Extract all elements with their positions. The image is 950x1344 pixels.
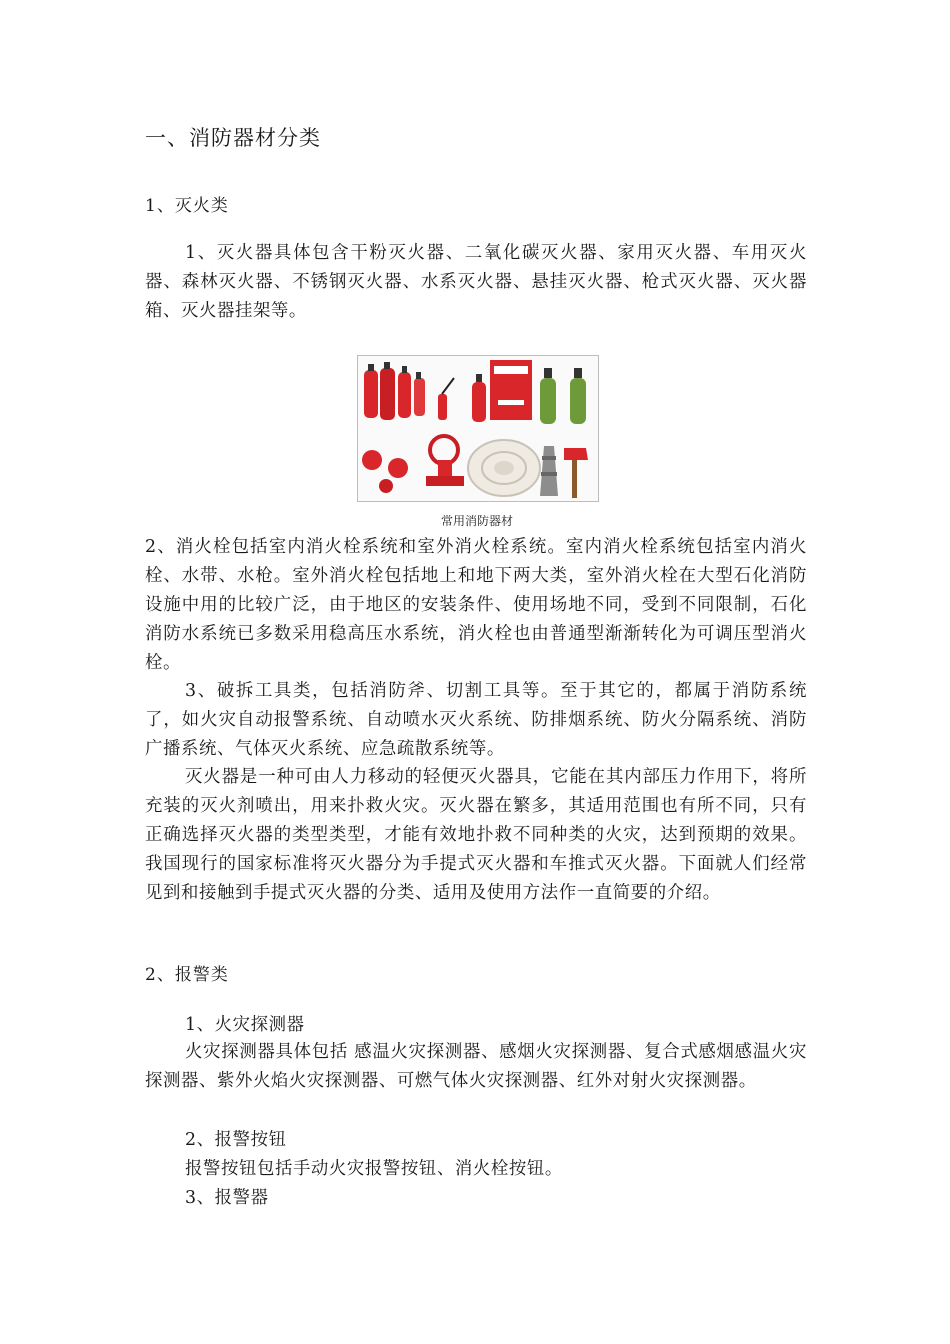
section-title-extinguishing: 1、灭火类 [145, 196, 229, 216]
paragraph-extinguisher-intro: 灭火器是一种可由人力移动的轻便灭火器具，它能在其内部压力作用下，将所充装的灭火剂喷出，用来扑救火灾。灭火器在繁多，其适用范围也有所不同，只有正确选择灭火器的类型类型，才能有效地扑救不同种类的火灾，达到预期的效果。我国现行的国家标准将灭火器分为手提式灭火器和车推式灭火器。下面就人们经常见到和接触到手提式灭火器的分类、适用及使用方法作一直简要的介绍。 [145, 767, 807, 903]
fire-nozzle-icon [540, 446, 558, 496]
paragraph-hydrants: 2、消火栓包括室内消火栓系统和室外消火栓系统。室内消火栓系统包括室内消火栓、水带、水枪。室外消火栓包括地上和地下两大类，室外消火栓在大型石化消防设施中用的比较广泛，由于地区的安装条件、使用场地不同，受到不同限制，石化消防水系统已多数采用稳高压水系统，消火栓也由普通型渐渐转化为可调压型消火栓。 [145, 537, 807, 673]
paragraph-alarm-buttons: 报警按钮包括手动火灾报警按钮、消火栓按钮。 [185, 1159, 563, 1179]
item-alarm-button-title: 2、报警按钮 [185, 1130, 287, 1150]
fire-equipment-image [357, 355, 599, 502]
figure-caption: 常用消防器材 [440, 514, 513, 528]
paragraph-breaking-tools: 3、破拆工具类，包括消防斧、切割工具等。至于其它的，都属于消防系统了，如火灾自动报警系统、自动喷水灭火系统、防排烟系统、防火分隔系统、消防广播系统、气体灭火系统、应急疏散系统等。 [145, 681, 807, 759]
hydrant-valve-icon [426, 436, 464, 486]
main-heading: 一、消防器材分类 [145, 126, 321, 150]
item-fire-detector-title: 1、火灾探测器 [185, 1015, 305, 1035]
green-extinguisher-icon [540, 368, 586, 424]
hanging-extinguisher-icon [362, 450, 408, 493]
paragraph-extinguishers: 1、灭火器具体包含干粉灭火器、二氧化碳灭火器、家用灭火器、车用灭火器、森林灭火器、不锈钢灭火器、水系灭火器、悬挂灭火器、枪式灭火器、灭火器箱、灭火器挂架等。 [145, 243, 807, 321]
fire-hose-icon [468, 440, 540, 496]
fire-axe-icon [564, 448, 588, 498]
section-title-alarm: 2、报警类 [145, 965, 229, 985]
item-alarm-title: 3、报警器 [185, 1188, 269, 1208]
fire-equipment-illustration [358, 356, 598, 501]
extinguisher-group-icon [364, 362, 486, 422]
extinguisher-cabinet-icon [490, 360, 532, 420]
paragraph-fire-detectors: 火灾探测器具体包括 感温火灾探测器、感烟火灾探测器、复合式感烟感温火灾探测器、紫外火焰火灾探测器、可燃气体火灾探测器、红外对射火灾探测器。 [145, 1042, 807, 1091]
